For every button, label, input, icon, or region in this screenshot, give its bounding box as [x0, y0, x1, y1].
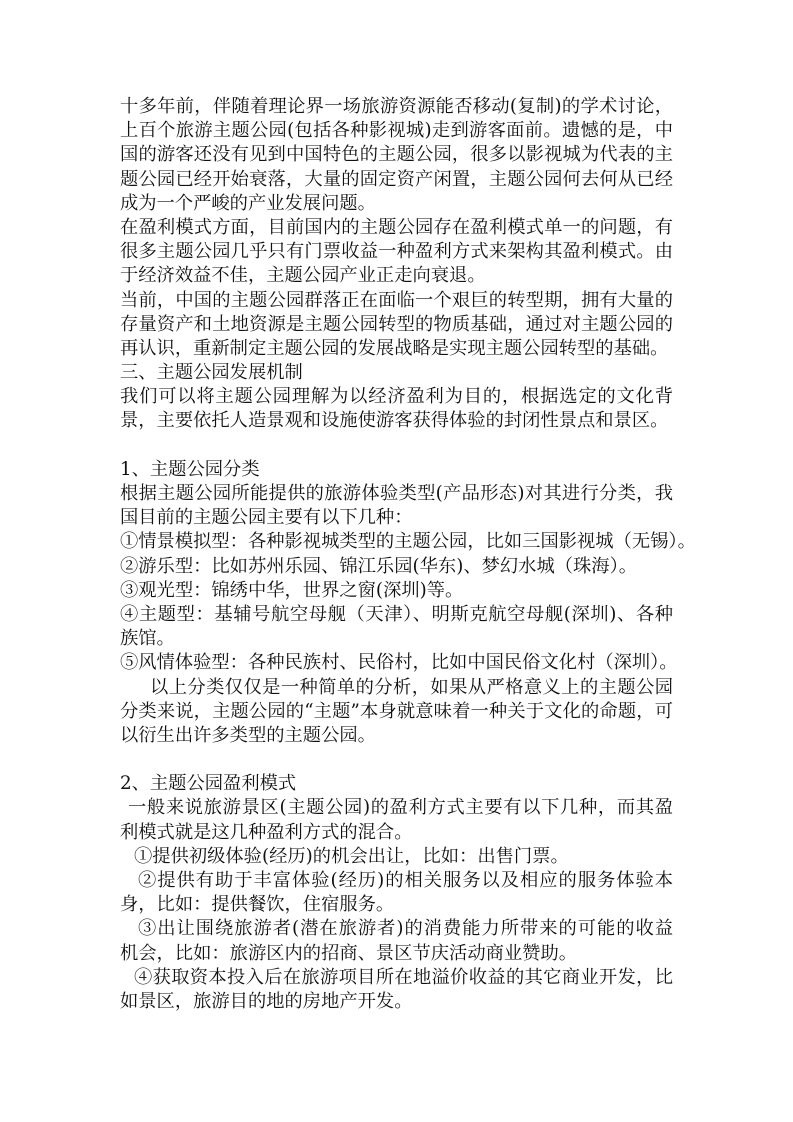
list-item [120, 966, 673, 1014]
text-line: 我们可以将主题公园理解为以经济盈利为目的，根据选定的文化背 [120, 386, 673, 408]
text-line: 1、主题公园分类 [120, 458, 260, 480]
blank-line [120, 748, 673, 772]
text-line: 2、主题公园盈利模式 [120, 773, 297, 795]
text-line: 一般来说旅游景区(主题公园)的盈利方式主要有以下几种，而其盈 [128, 797, 673, 819]
text-line: 机会，比如：旅游区内的招商、景区节庆活动商业赞助。 [120, 942, 578, 964]
text-line: ④主题型：基辅号航空母舰（天津）、明斯克航空母舰(深圳)、各种 [120, 603, 673, 625]
list-item [120, 555, 673, 579]
blank-line [120, 434, 673, 458]
text-line: ①提供初级体验(经历)的机会出让，比如：出售门票。 [134, 845, 569, 867]
section-heading [120, 361, 673, 385]
text-line: 国目前的主题公园主要有以下几种： [120, 507, 413, 529]
list-item [120, 651, 678, 675]
text-line: 根据主题公园所能提供的旅游体验类型(产品形态)对其进行分类，我 [120, 483, 673, 504]
text-line: ④获取资本投入后在旅游项目所在地溢价收益的其它商业开发，比 [134, 966, 673, 988]
paragraph [120, 385, 673, 433]
paragraph [120, 216, 673, 289]
document-body [120, 95, 696, 1014]
text-line: 景，主要依托人造景观和设施使游客获得体验的封闭性景点和景区。 [120, 410, 669, 432]
list-item [120, 845, 673, 869]
paragraph [120, 676, 673, 749]
text-line: 以上分类仅仅是一种简单的分析，如果从严格意义上的主题公园 [150, 676, 673, 698]
list-item [120, 869, 673, 917]
text-line: 当前，中国的主题公园群落正在面临一个艰巨的转型期，拥有大量的 [120, 289, 673, 311]
list-item [120, 579, 673, 603]
paragraph [120, 482, 673, 530]
text-line: 十多年前，伴随着理论界一场旅游资源能否移动(复制)的学术讨论， [120, 96, 673, 117]
section-heading [120, 772, 673, 796]
text-line: ③出让围绕旅游者(潜在旅游者)的消费能力所带来的可能的收益 [138, 918, 673, 940]
paragraph [120, 95, 673, 216]
list-item [120, 603, 673, 651]
text-line: 再认识，重新制定主题公园的发展战略是实现主题公园转型的基础。 [120, 337, 669, 359]
list-item [120, 917, 673, 965]
text-line: 分类来说，主题公园的“主题”本身就意味着一种关于文化的命题，可 [120, 700, 673, 722]
paragraph [120, 796, 673, 844]
text-line: ②提供有助于丰富体验(经历)的相关服务以及相应的服务体验本 [138, 870, 673, 891]
paragraph [120, 289, 673, 362]
text-line: 很多主题公园几乎只有门票收益一种盈利方式来架构其盈利模式。由 [120, 241, 673, 263]
list-item [120, 530, 696, 554]
text-line: ①情景模拟型：各种影视城类型的主题公园，比如三国影视城（无锡）。 [120, 531, 696, 553]
text-line: 上百个旅游主题公园(包括各种影视城)走到游客面前。遗憾的是，中 [120, 120, 673, 142]
text-line: 成为一个严峻的产业发展问题。 [120, 192, 376, 214]
text-line: ⑤风情体验型：各种民族村、民俗村，比如中国民俗文化村（深圳）。 [120, 652, 678, 674]
section-heading [120, 458, 673, 482]
text-line: 三、主题公园发展机制 [120, 362, 303, 384]
text-line: ③观光型：锦绣中华，世界之窗(深圳)等。 [120, 579, 464, 601]
text-line: 身，比如：提供餐饮，住宿服务。 [120, 894, 395, 916]
text-line: 如景区，旅游目的地的房地产开发。 [120, 990, 413, 1012]
text-line: 国的游客还没有见到中国特色的主题公园，很多以影视城为代表的主 [120, 144, 673, 166]
text-line: ②游乐型：比如苏州乐园、锦江乐园(华东)、梦幻水城（珠海）。 [120, 555, 637, 577]
text-line: 于经济效益不佳，主题公园产业正走向衰退。 [120, 265, 486, 287]
text-line: 以衍生出许多类型的主题公园。 [120, 724, 376, 746]
text-line: 族馆。 [120, 628, 175, 650]
text-line: 题公园已经开始衰落，大量的固定资产闲置，主题公园何去何从已经 [120, 168, 673, 190]
text-line: 存量资产和土地资源是主题公园转型的物质基础，通过对主题公园的 [120, 313, 673, 335]
text-line: 利模式就是这几种盈利方式的混合。 [120, 821, 413, 843]
text-line: 在盈利模式方面，目前国内的主题公园存在盈利模式单一的问题，有 [120, 216, 673, 238]
